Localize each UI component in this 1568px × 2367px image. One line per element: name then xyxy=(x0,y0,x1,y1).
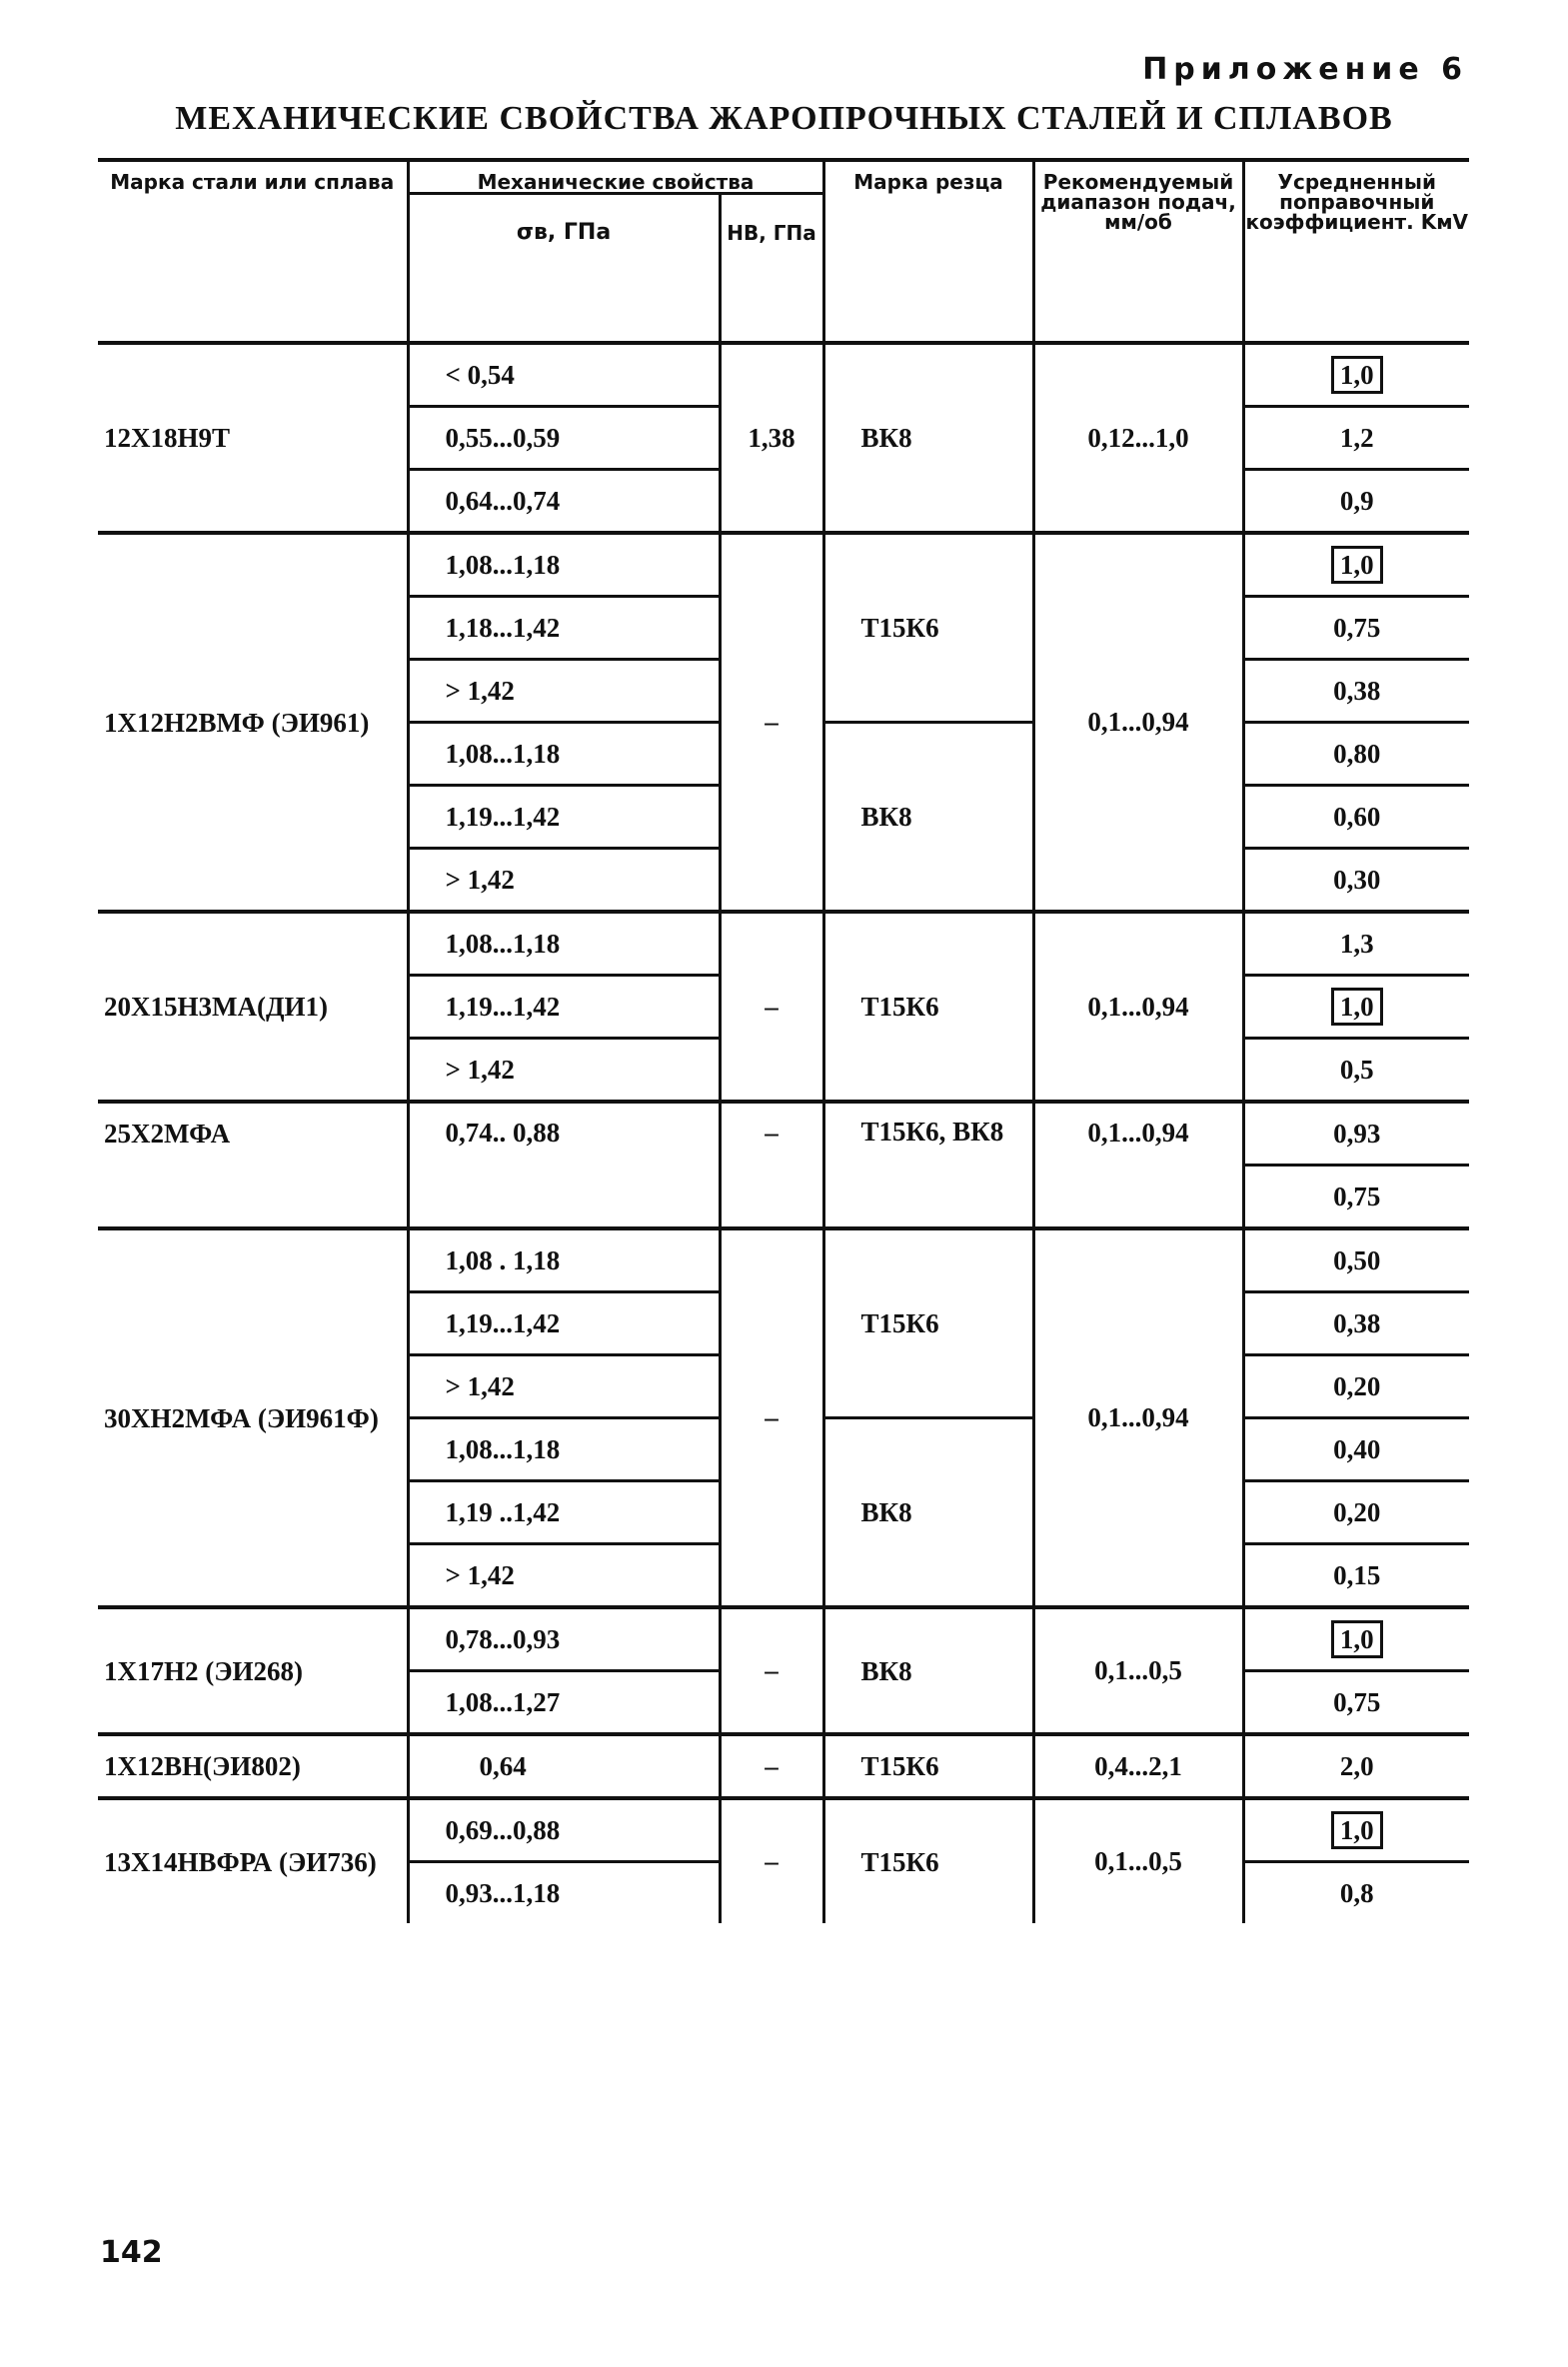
header-sigma: σв, ГПа xyxy=(408,194,720,344)
cutter-grade: ВК8 xyxy=(823,1418,1033,1608)
sigma-value: < 0,54 xyxy=(408,343,720,407)
coef-value: 0,38 xyxy=(1243,1292,1469,1355)
feed-range: 0,1...0,5 xyxy=(1033,1798,1243,1923)
sigma-value: > 1,42 xyxy=(408,1039,720,1103)
coef-value xyxy=(1243,1798,1469,1862)
coef-boxed: 1,0 xyxy=(1331,988,1383,1026)
properties-table xyxy=(98,158,1469,1923)
sigma-value: 1,08...1,18 xyxy=(408,533,720,597)
hb-value: – xyxy=(720,1798,823,1923)
coef-value: 0,9 xyxy=(1243,470,1469,534)
coef-value: 2,0 xyxy=(1243,1734,1469,1798)
coef-boxed: 1,0 xyxy=(1331,546,1383,584)
header-cutter: Марка резца xyxy=(823,160,1033,343)
steel-grade: 1Х12ВН(ЭИ802) xyxy=(98,1734,408,1798)
steel-grade: 13Х14НВФРА (ЭИ736) xyxy=(98,1798,408,1923)
coef-value: 0,60 xyxy=(1243,786,1469,849)
sigma-value: 0,69...0,88 xyxy=(408,1798,720,1862)
coef-value: 0,38 xyxy=(1243,660,1469,723)
appendix-label: Приложение 6 xyxy=(1142,52,1468,87)
steel-grade: 1Х17Н2 (ЭИ268) xyxy=(98,1607,408,1734)
sigma-value: 1,19...1,42 xyxy=(408,786,720,849)
coef-value: 0,50 xyxy=(1243,1228,1469,1292)
hb-value: – xyxy=(720,912,823,1102)
page-title: МЕХАНИЧЕСКИЕ СВОЙСТВА ЖАРОПРОЧНЫХ СТАЛЕЙ И СПЛАВОВ xyxy=(175,100,1393,137)
coef-value xyxy=(1243,1607,1469,1671)
coef-value: 0,75 xyxy=(1243,1671,1469,1735)
sigma-value: 1,08 . 1,18 xyxy=(408,1228,720,1292)
cutter-grade: ВК8 xyxy=(823,343,1033,533)
sigma-value: 1,19 ..1,42 xyxy=(408,1481,720,1544)
coef-value: 0,40 xyxy=(1243,1418,1469,1481)
feed-range: 0,1...0,5 xyxy=(1033,1607,1243,1734)
steel-grade: 30ХН2МФА (ЭИ961Ф) xyxy=(98,1228,408,1607)
coef-value: 1,3 xyxy=(1243,912,1469,976)
hb-value: – xyxy=(720,1607,823,1734)
coef-value: 0,30 xyxy=(1243,849,1469,913)
header-mech: Механические свойства xyxy=(408,160,823,194)
sigma-value: 0,93...1,18 xyxy=(408,1862,720,1924)
hb-value: – xyxy=(720,533,823,912)
feed-range: 0,1...0,94 xyxy=(1033,1228,1243,1607)
coef-value: 0,8 xyxy=(1243,1862,1469,1924)
coef-value: 0,75 xyxy=(1243,597,1469,660)
cutter-grade: Т15К6 xyxy=(823,1228,1033,1418)
sigma-value: > 1,42 xyxy=(408,1544,720,1608)
steel-grade: 20Х15Н3МА(ДИ1) xyxy=(98,912,408,1102)
coef-value: 0,80 xyxy=(1243,723,1469,786)
coef-value: 0,75 xyxy=(1243,1166,1469,1229)
coef-boxed: 1,0 xyxy=(1331,356,1383,394)
cutter-grade: Т15К6 xyxy=(823,1734,1033,1798)
steel-grade: 1Х12Н2ВМФ (ЭИ961) xyxy=(98,533,408,912)
coef-boxed: 1,0 xyxy=(1331,1811,1383,1849)
header-coef: Усредненный поправочный коэффициент. KмV xyxy=(1243,160,1469,343)
sigma-value: 1,18...1,42 xyxy=(408,597,720,660)
header-hb: НВ, ГПа xyxy=(720,194,823,344)
sigma-value: 0,78...0,93 xyxy=(408,1607,720,1671)
coef-value: 0,15 xyxy=(1243,1544,1469,1608)
sigma-value: 0,64...0,74 xyxy=(408,470,720,534)
sigma-value: 1,08...1,18 xyxy=(408,1418,720,1481)
hb-value: 1,38 xyxy=(720,343,823,533)
cutter-grade: Т15К6 xyxy=(823,1798,1033,1923)
header-grade: Марка стали или сплава xyxy=(98,160,408,343)
cutter-grade: Т15К6 xyxy=(823,912,1033,1102)
coef-value: 0,20 xyxy=(1243,1355,1469,1418)
coef-value xyxy=(1243,976,1469,1039)
hb-value: – xyxy=(720,1228,823,1607)
sigma-value: 1,08...1,27 xyxy=(408,1671,720,1735)
page-number: 142 xyxy=(100,2235,163,2270)
coef-value xyxy=(1243,533,1469,597)
coef-value: 1,2 xyxy=(1243,407,1469,470)
sigma-value: 1,19...1,42 xyxy=(408,976,720,1039)
sigma-value: 0,55...0,59 xyxy=(408,407,720,470)
header-feed: Рекомендуемый диапазон подач, мм/об xyxy=(1033,160,1243,343)
coef-value: 0,93 xyxy=(1243,1102,1469,1166)
feed-range: 0,4...2,1 xyxy=(1033,1734,1243,1798)
cutter-grade: ВК8 xyxy=(823,723,1033,913)
feed-range: 0,1...0,94 xyxy=(1033,533,1243,912)
coef-boxed: 1,0 xyxy=(1331,1620,1383,1658)
sigma-value: > 1,42 xyxy=(408,1355,720,1418)
sigma-value: 1,19...1,42 xyxy=(408,1292,720,1355)
cutter-grade: Т15К6, ВК8 xyxy=(823,1102,1033,1228)
feed-range: 0,12...1,0 xyxy=(1033,343,1243,533)
hb-value: – xyxy=(720,1734,823,1798)
sigma-value: > 1,42 xyxy=(408,849,720,913)
feed-range: 0,1...0,94 xyxy=(1033,912,1243,1102)
sigma-value: 0,64 xyxy=(408,1734,720,1798)
coef-value xyxy=(1243,343,1469,407)
hb-value: – xyxy=(720,1102,823,1228)
steel-grade: 12Х18Н9Т xyxy=(98,343,408,533)
sigma-value: 1,08...1,18 xyxy=(408,723,720,786)
cutter-grade: Т15К6 xyxy=(823,533,1033,723)
feed-range: 0,1...0,94 xyxy=(1033,1102,1243,1228)
cutter-grade: ВК8 xyxy=(823,1607,1033,1734)
sigma-value: 1,08...1,18 xyxy=(408,912,720,976)
sigma-value: 0,74.. 0,88 xyxy=(408,1102,720,1228)
coef-value: 0,5 xyxy=(1243,1039,1469,1103)
sigma-value: > 1,42 xyxy=(408,660,720,723)
steel-grade: 25Х2МФА xyxy=(98,1102,408,1228)
coef-value: 0,20 xyxy=(1243,1481,1469,1544)
